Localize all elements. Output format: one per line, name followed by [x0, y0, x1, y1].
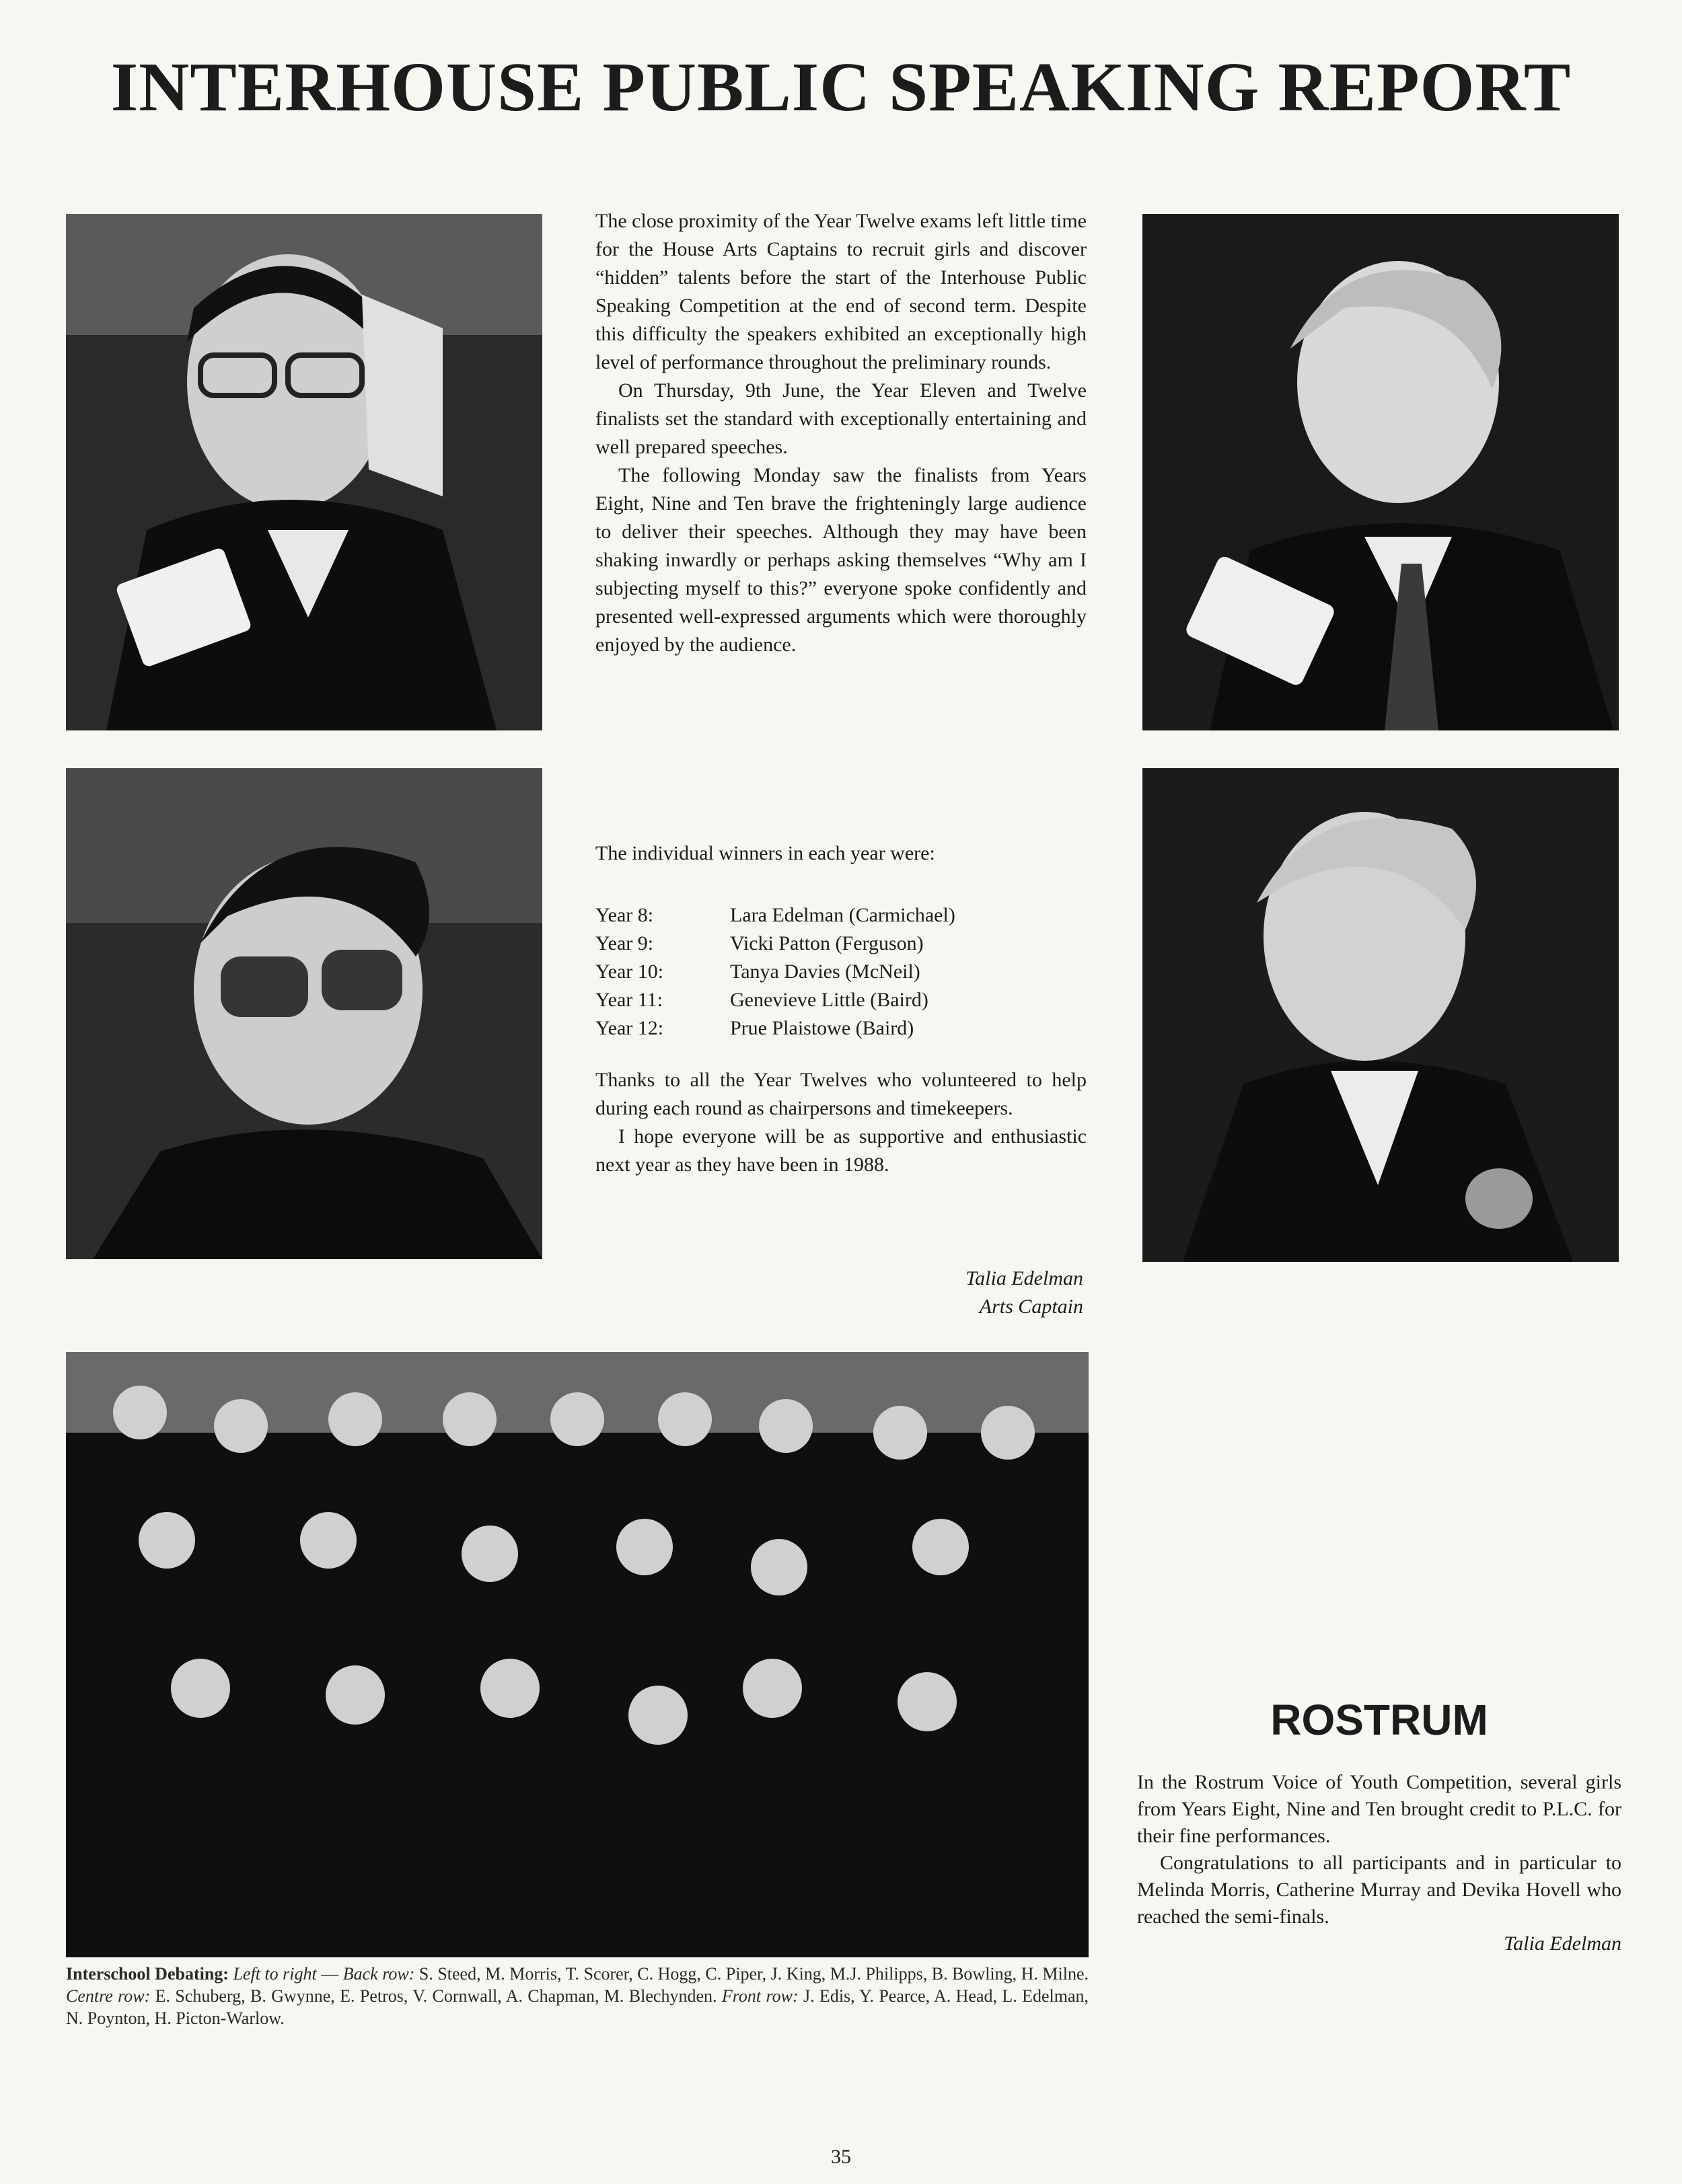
winner-year: Year 11: [595, 989, 663, 1011]
caption-front-label: Front row: [721, 1986, 799, 2006]
winner-year: Year 12: [595, 1017, 664, 1039]
author-role: Arts Captain [979, 1295, 1083, 1318]
page-number: 35 [831, 2146, 851, 2168]
caption-front-names: J. Edis, Y. Pearce, A. Head, L. Edelman, N. Poynton, H. Picton-Warlow. [66, 1986, 1089, 2028]
winner-name: Vicki Patton (Ferguson) [730, 932, 924, 954]
winner-name: Genevieve Little (Baird) [730, 989, 928, 1011]
winner-row [595, 986, 955, 1014]
article-paragraph: The following Monday saw the finalists from Years Eight, Nine and Ten brave the frighteningly large audience to deliver their speeches. Although they may have been shaking inwardly or perhaps asking themselves “Why am I subjecting myself to this?” everyone spoke confidently and presented well-expressed arguments which were thoroughly enjoyed by the audience. [595, 464, 1087, 656]
caption-centre-names: E. Schuberg, B. Gwynne, E. Petros, V. Cornwall, A. Chapman, M. Blechynden. [150, 1986, 722, 2006]
winner-row [595, 1014, 955, 1043]
caption-direction: Left to right [233, 1964, 317, 1984]
winner-row [595, 901, 955, 930]
winner-year: Year 10: [595, 961, 664, 983]
caption-dash: — [316, 1964, 343, 1984]
caption-heading: Interschool Debating: [66, 1964, 229, 1984]
winner-name: Prue Plaistowe (Baird) [730, 1017, 914, 1039]
article-paragraph: The close proximity of the Year Twelve exams left little time for the House Arts Captains to recruit girls and discover “hidden” talents before the start of the Interhouse Public Speaking Competition at the end of second term. Despite this difficulty the speakers exhibited an exceptionally high level of performance throughout the preliminary rounds. [595, 210, 1087, 373]
article-intro [595, 207, 1087, 659]
page-title: INTERHOUSE PUBLIC SPEAKING REPORT [110, 48, 1572, 126]
rostrum-author: Talia Edelman [1504, 1932, 1621, 1955]
article-signature [965, 1265, 1083, 1321]
winners-list [595, 901, 955, 1043]
rostrum-article [1137, 1769, 1621, 1957]
debating-group-photo [66, 1352, 1089, 1957]
speaker-photo-middle-left [66, 768, 542, 1259]
speaker-photo-top-right [1142, 214, 1619, 730]
winner-row [595, 930, 955, 958]
closing-paragraph: I hope everyone will be as supportive and enthusiastic next year as they have been in 1988. [595, 1125, 1087, 1176]
caption-centre-label: Centre row: [66, 1986, 151, 2006]
article-paragraph: On Thursday, 9th June, the Year Eleven and Twelve finalists set the standard with exceptionally entertaining and well prepared speeches. [595, 379, 1087, 458]
group-photo-caption [66, 1963, 1089, 2029]
winners-intro: The individual winners in each year were: [595, 842, 935, 864]
winner-name: Lara Edelman (Carmichael) [730, 904, 955, 926]
article-closing [595, 1066, 1087, 1179]
rostrum-paragraph: In the Rostrum Voice of Youth Competition, several girls from Years Eight, Nine and Ten brought credit to P.L.C. for their fine performances. [1137, 1771, 1621, 1847]
speaker-photo-middle-right [1142, 768, 1619, 1262]
winner-row [595, 958, 955, 986]
rostrum-title: ROSTRUM [1270, 1696, 1488, 1744]
caption-back-label: Back row: [342, 1964, 415, 1984]
rostrum-paragraph: Congratulations to all participants and in particular to Melinda Morris, Catherine Murray and Devika Hovell who reached the semi-finals. [1137, 1852, 1621, 1928]
speaker-photo-top-left [66, 214, 542, 730]
winner-name: Tanya Davies (McNeil) [730, 961, 920, 983]
caption-back-names: S. Steed, M. Morris, T. Scorer, C. Hogg, C. Piper, J. King, M.J. Philipps, B. Bowling, H. Milne. [414, 1964, 1089, 1984]
closing-paragraph: Thanks to all the Year Twelves who volunteered to help during each round as chairpersons and timekeepers. [595, 1069, 1087, 1119]
author-name: Talia Edelman [965, 1267, 1083, 1289]
winner-year: Year 9: [595, 932, 654, 954]
winner-year: Year 8: [595, 904, 654, 926]
